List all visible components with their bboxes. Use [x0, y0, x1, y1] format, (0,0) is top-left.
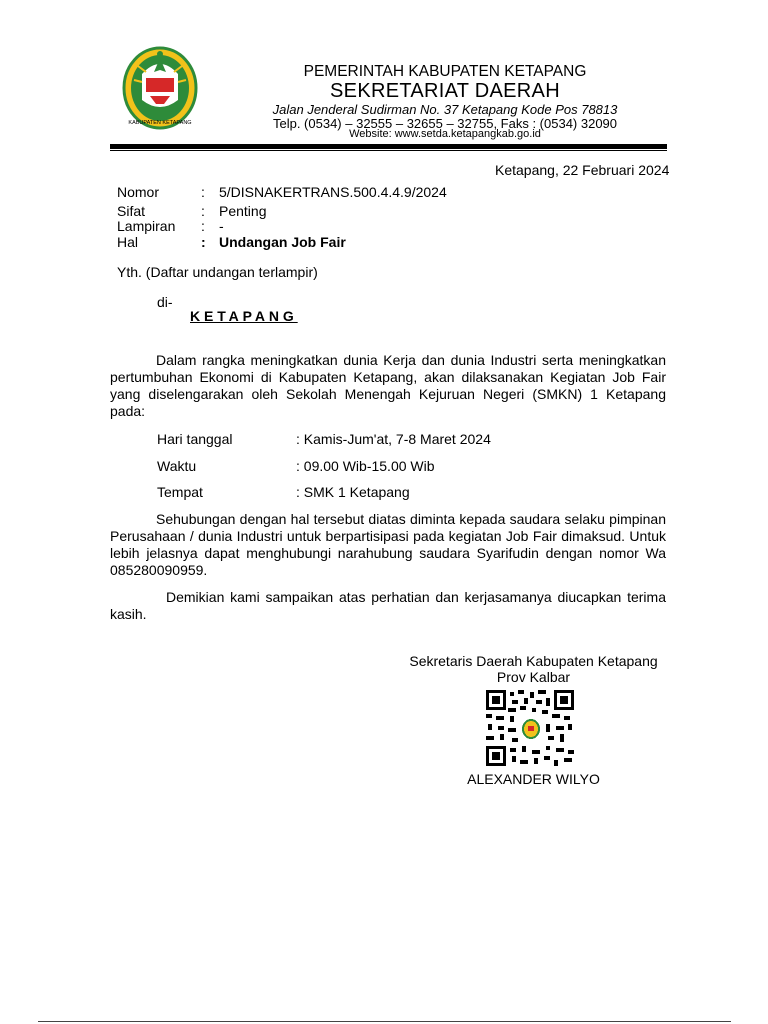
header-government: PEMERINTAH KABUPATEN KETAPANG [303, 63, 587, 80]
header-phone: Telp. (0534) – 32555 – 32655 – 32755, Faks : (0534) 32090 [272, 116, 618, 131]
meta-value-nomor: 5/DISNAKERTRANS.500.4.4.9/2024 [219, 184, 447, 200]
paragraph-text: Sehubungan dengan hal tersebut diatas diminta kepada saudara selaku pimpinan Perusahaan / dunia Industri untuk berpartisipasi pada kegiatan Job Fair dimaksud. Untuk lebih jelasnya dapat menghubungi narahubung saudara Syarifudin dengan nomor Wa 085280090959. [110, 511, 666, 578]
recipient-city: KETAPANG [190, 308, 298, 324]
meta-value-lampiran: - [219, 218, 224, 234]
page-bottom-line [38, 1021, 731, 1022]
body-paragraph-1 [110, 352, 666, 420]
detail-label-date: Hari tanggal [157, 431, 233, 447]
signature-title: Sekretaris Daerah Kabupaten Ketapang [409, 653, 658, 669]
regency-logo [120, 44, 200, 130]
detail-value-time: : 09.00 Wib-15.00 Wib [296, 458, 435, 474]
qr-code-signature [486, 690, 574, 766]
detail-label-place: Tempat [157, 484, 203, 500]
paragraph-text: Dalam rangka meningkatkan dunia Kerja dan dunia Industri serta meningkatkan pertumbuhan Ekonomi di Kabupaten Ketapang, akan dilaksanakan Kegiatan Job Fair yang diselengarakan oleh Sekolah Menengah Kejuruan Negeri (SMKN) 1 Ketapang pada: [110, 352, 666, 419]
detail-value-date: : Kamis-Jum'at, 7-8 Maret 2024 [296, 431, 491, 447]
meta-colon: : [201, 203, 205, 219]
meta-colon: : [201, 234, 206, 250]
header-rule [110, 144, 667, 149]
body-paragraph-2 [110, 511, 666, 579]
signature-name: ALEXANDER WILYO [467, 771, 600, 787]
recipient-di: di- [157, 294, 173, 310]
header-address: Jalan Jenderal Sudirman No. 37 Ketapang Kode Pos 78813 [272, 102, 618, 117]
meta-value-sifat: Penting [219, 203, 267, 219]
meta-label-lampiran: Lampiran [117, 218, 176, 234]
meta-label-sifat: Sifat [117, 203, 146, 219]
meta-colon: : [201, 218, 205, 234]
meta-label-nomor: Nomor [117, 184, 160, 200]
paragraph-text: Demikian kami sampaikan atas perhatian dan kerjasamanya diucapkan terima kasih. [110, 589, 666, 622]
header-rule-thin [110, 150, 667, 151]
header-website: Website: www.setda.ketapangkab.go.id [349, 128, 541, 140]
meta-value-hal: Undangan Job Fair [219, 234, 346, 250]
signature-province: Prov Kalbar [496, 669, 571, 685]
meta-label-hal: Hal [117, 234, 139, 250]
recipient: Yth. (Daftar undangan terlampir) [117, 264, 318, 280]
logo-ribbon-text: KABUPATEN KETAPANG [128, 120, 192, 126]
letter-date: Ketapang, 22 Februari 2024 [495, 162, 670, 178]
detail-value-place: : SMK 1 Ketapang [296, 484, 410, 500]
body-paragraph-3 [110, 589, 666, 623]
header-office: SEKRETARIAT DAERAH [330, 80, 560, 102]
meta-colon: : [201, 184, 205, 200]
detail-label-time: Waktu [157, 458, 197, 474]
